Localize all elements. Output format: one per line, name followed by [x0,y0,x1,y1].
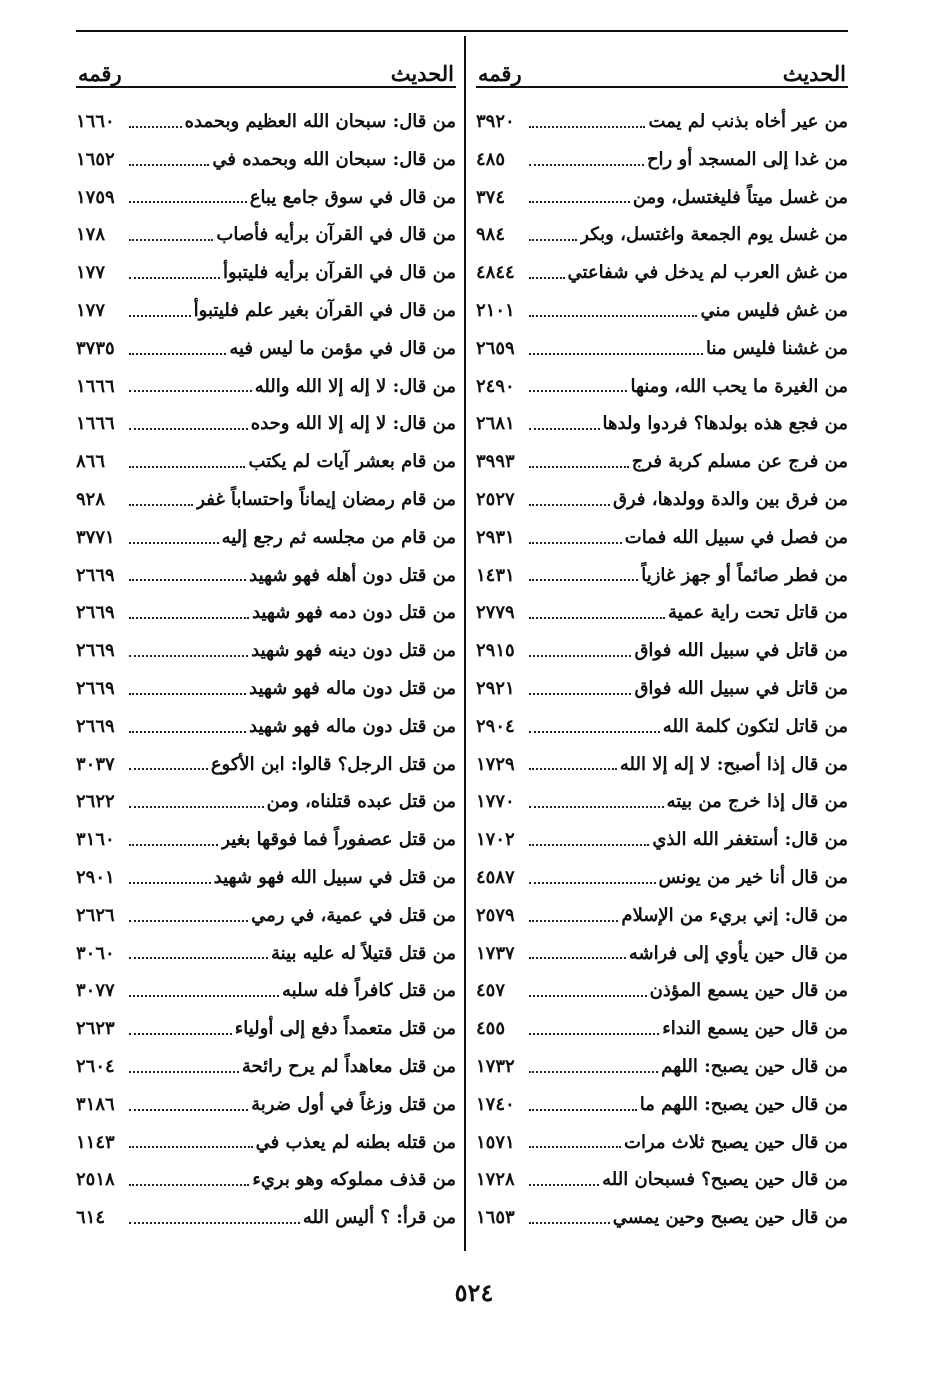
leader-dots [529,1184,599,1186]
hadith-number: ٦١٤ [76,1207,106,1229]
leader-dots [129,466,245,468]
leader-dots [529,1071,658,1073]
hadith-number: ٢٥١٨ [76,1169,115,1191]
hadith-text: من غش فليس مني [700,299,848,321]
hadith-text: من قتل قتيلاً له عليه بينة [271,942,456,964]
index-row [476,368,848,406]
index-row [476,783,848,821]
hadith-text: من قتل دون دينه فهو شهيد [251,640,456,662]
hadith-text: من قتل دون ماله فهو شهيد [249,715,456,737]
hadith-number: ١٦٥٣ [476,1207,515,1229]
hadith-text: من قال: لا إله إلا الله والله [254,375,456,397]
hadith-number: ١٦٥٢ [76,148,115,170]
index-row [476,405,848,443]
index-row [476,481,848,519]
leader-dots [529,277,565,279]
column-header [476,44,848,88]
leader-dots [529,466,629,468]
index-row [76,557,456,595]
header-number-label: رقمه [478,61,522,86]
hadith-number: ٢٥٧٩ [476,904,515,926]
leader-dots [529,579,638,581]
leader-dots [529,353,703,355]
hadith-text: من قال في مؤمن ما ليس فيه [229,337,456,359]
hadith-text: من قال حين يسمع النداء [662,1018,848,1040]
index-row [76,443,456,481]
right-column [476,44,848,1249]
hadith-text: من قتل معاهداً لم يرح رائحة [241,1055,456,1077]
left-column [76,44,456,1249]
leader-dots [129,731,246,733]
leader-dots [529,995,647,997]
index-row [76,405,456,443]
index-row [476,179,848,217]
hadith-number: ٢٦٥٩ [476,337,515,359]
hadith-number: ١٦٦٦ [76,413,115,435]
hadith-number: ٣١٦٠ [76,829,115,851]
header-hadith-label: الحديث [390,61,454,86]
hadith-number: ٣٠٦٠ [76,942,115,964]
index-row [476,708,848,746]
hadith-text: من قتل في سبيل الله فهو شهيد [213,866,456,888]
leader-dots [129,768,208,770]
leader-dots [129,201,247,203]
index-row [476,141,848,179]
hadith-text: من فطر صائماً أو جهز غازياً [641,564,848,586]
index-row [476,897,848,935]
hadith-text: من غسل ميتاً فليغتسل، ومن [632,186,848,208]
leader-dots [529,428,600,430]
leader-dots [129,655,248,657]
hadith-number: ١٧٣٧ [476,942,515,964]
index-row [476,594,848,632]
hadith-number: ٣٠٣٧ [76,753,115,775]
index-row [476,972,848,1010]
left-rows [76,103,456,1237]
leader-dots [529,768,617,770]
index-row [476,292,848,330]
index-row [476,1086,848,1124]
hadith-text: من قال في القرآن برأيه فليتبوأ [223,262,456,284]
hadith-number: ٤٨٥ [476,148,506,170]
hadith-text: من قاتل في سبيل الله فواق [634,677,848,699]
leader-dots [529,315,697,317]
hadith-number: ١٧٢٩ [476,753,515,775]
index-row [476,1124,848,1162]
hadith-text: من قال حين يأوي إلى فراشه [628,942,848,964]
leader-dots [129,353,226,355]
hadith-text: من قتل عبده قتلناه، ومن [266,791,456,813]
leader-dots [129,844,218,846]
column-header [76,44,456,88]
page-number: ٥٢٤ [454,1278,494,1307]
leader-dots [129,277,220,279]
index-row [76,1086,456,1124]
hadith-text: من غسل يوم الجمعة واغتسل، وبكر [580,224,848,246]
index-row [476,330,848,368]
hadith-text: من قال أنا خير من يونس [658,866,848,888]
hadith-text: من قتله بطنه لم يعذب في [255,1131,456,1153]
leader-dots [129,315,191,317]
hadith-number: ٢٦٦٩ [76,715,115,737]
index-row [76,670,456,708]
leader-dots [129,126,182,128]
hadith-text: من فرق بين والدة وولدها، فرق [613,488,848,510]
leader-dots [529,239,577,241]
top-rule [76,30,848,32]
hadith-text: من قتل متعمداً دفع إلى أولياء [234,1018,456,1040]
hadith-number: ١٧٢٨ [476,1169,515,1191]
index-row [76,179,456,217]
leader-dots [529,1109,637,1111]
hadith-number: ٢٥٢٧ [476,488,515,510]
index-row [76,1199,456,1237]
index-row [76,632,456,670]
leader-dots [529,201,630,203]
hadith-number: ٢٦٦٩ [76,640,115,662]
hadith-number: ١٧٧٠ [476,791,515,813]
hadith-text: من قال حين يسمع المؤذن [649,980,848,1002]
index-row [76,897,456,935]
hadith-text: من قتل دون دمه فهو شهيد [251,602,456,624]
hadith-text: من قال: أستغفر الله الذي [652,829,848,851]
leader-dots [529,542,622,544]
hadith-number: ١٧٣٢ [476,1055,515,1077]
leader-dots [129,164,209,166]
hadith-number: ٤٨٤٤ [476,262,515,284]
leader-dots [529,882,656,884]
hadith-text: من قتل دون أهله فهو شهيد [249,564,456,586]
hadith-text: من عير أخاه بذنب لم يمت [648,111,848,132]
column-divider [464,36,466,1251]
hadith-number: ١٥٧١ [476,1131,515,1153]
index-row [476,935,848,973]
hadith-text: من غشنا فليس منا [705,337,848,359]
header-number-label: رقمه [78,61,122,86]
index-row [476,254,848,292]
right-rows [476,103,848,1237]
hadith-text: من قال في القرآن برأيه فأصاب [216,224,456,246]
hadith-text: من قرأ: ؟ أليس الله [302,1207,456,1229]
hadith-number: ٢١٠١ [476,299,515,321]
hadith-text: من قام من مجلسه ثم رجع إليه [221,526,456,548]
hadith-number: ٢٩٠١ [76,866,115,888]
leader-dots [129,579,246,581]
leader-dots [129,693,246,695]
hadith-number: ٢٩٢١ [476,677,515,699]
hadith-number: ٤٥٧ [476,980,506,1002]
index-row [476,1048,848,1086]
index-row [76,859,456,897]
index-row [476,821,848,859]
leader-dots [529,844,649,846]
hadith-text: من قام رمضان إيماناً واحتساباً غفر [196,488,456,510]
hadith-text: من قاتل تحت راية عمية [667,602,848,624]
hadith-number: ٤٥٨٧ [476,866,515,888]
hadith-text: من قال في القرآن بغير علم فليتبوأ [193,299,456,321]
leader-dots [129,239,213,241]
leader-dots [129,1109,248,1111]
leader-dots [129,390,252,392]
index-row [76,1124,456,1162]
leader-dots [529,164,644,166]
index-row [76,821,456,859]
hadith-number: ٢٤٩٠ [476,375,515,397]
leader-dots [529,731,660,733]
hadith-number: ٢٦٢٢ [76,791,115,813]
hadith-text: من قتل عصفوراً فما فوقها بغير [221,829,456,851]
hadith-number: ٢٦٦٩ [76,564,115,586]
leader-dots [129,1033,232,1035]
hadith-text: من قال حين يصبح: اللهم ما [639,1093,848,1115]
hadith-text: من قال إذا أصبح: لا إله إلا الله [619,753,848,775]
index-row [476,443,848,481]
hadith-text: من قال: سبحان الله العظيم وبحمده [184,111,456,132]
index-row [76,708,456,746]
leader-dots [529,1146,621,1148]
leader-dots [529,617,665,619]
hadith-number: ٢٩٣١ [476,526,515,548]
hadith-number: ٢٦٦٩ [76,602,115,624]
leader-dots [129,1222,300,1224]
hadith-number: ٣٠٧٧ [76,980,115,1002]
hadith-text: من فرج عن مسلم كربة فرج [631,451,848,473]
hadith-text: من قال حين يصبح؟ فسبحان الله [602,1169,848,1191]
hadith-number: ١٧٨ [76,224,106,246]
index-row [476,1161,848,1199]
hadith-text: من قاتل لتكون كلمة الله [662,715,848,737]
hadith-text: من قام بعشر آيات لم يكتب [248,451,456,473]
hadith-number: ٤٥٥ [476,1018,506,1040]
hadith-number: ٢٦٨١ [476,413,515,435]
index-row [76,1161,456,1199]
hadith-number: ٣٧٤ [476,186,506,208]
hadith-number: ٢٧٧٩ [476,602,515,624]
leader-dots [129,957,268,959]
hadith-text: من قال إذا خرج من بيته [666,791,848,813]
index-row [476,670,848,708]
hadith-number: ٢٦٢٦ [76,904,115,926]
index-row [76,1048,456,1086]
hadith-number: ١٦٦٠ [76,111,115,132]
hadith-number: ٣٧٧١ [76,526,115,548]
hadith-number: ١٤٣١ [476,564,515,586]
index-row [76,1010,456,1048]
header-hadith-label: الحديث [782,61,846,86]
index-row [76,368,456,406]
hadith-text: من قال حين يصبح: اللهم [661,1055,848,1077]
hadith-number: ١٧٧ [76,299,106,321]
index-row [76,746,456,784]
hadith-number: ٩٨٤ [476,224,506,246]
index-row [476,519,848,557]
hadith-number: ١٧٥٩ [76,186,115,208]
hadith-number: ٢٩٠٤ [476,715,515,737]
hadith-text: من قتل الرجل؟ قالوا: ابن الأكوع [210,753,456,775]
leader-dots [529,693,631,695]
hadith-number: ٨٦٦ [76,451,106,473]
hadith-text: من الغيرة ما يحب الله، ومنها [630,375,848,397]
index-row [76,519,456,557]
index-row [476,1199,848,1237]
hadith-text: من غدا إلى المسجد أو راح [646,148,848,170]
leader-dots [529,920,618,922]
leader-dots [129,428,248,430]
leader-dots [529,390,627,392]
leader-dots [129,995,279,997]
hadith-number: ١٧٧ [76,262,106,284]
leader-dots [129,1184,249,1186]
hadith-text: من قتل كافراً فله سلبه [281,980,456,1002]
hadith-text: من قال في سوق جامع يباع [249,186,456,208]
index-row [476,1010,848,1048]
index-row [76,254,456,292]
leader-dots [129,1146,253,1148]
hadith-number: ٣٧٣٥ [76,337,115,359]
leader-dots [129,1071,239,1073]
hadith-number: ٣٩٢٠ [476,111,515,132]
hadith-number: ٢٦٢٣ [76,1018,115,1040]
hadith-number: ٣١٨٦ [76,1093,115,1115]
leader-dots [529,806,664,808]
hadith-text: من قتل وزغاً في أول ضربة [251,1093,456,1115]
hadith-text: من فصل في سبيل الله فمات [624,526,848,548]
index-row [76,330,456,368]
index-row [76,103,456,141]
leader-dots [529,126,645,128]
index-row [76,216,456,254]
index-row [476,859,848,897]
hadith-text: من قال: سبحان الله وبحمده في [212,148,456,170]
index-row [76,594,456,632]
index-row [476,557,848,595]
index-row [476,103,848,141]
leader-dots [129,920,248,922]
leader-dots [529,1033,659,1035]
hadith-text: من فجع هذه بولدها؟ فردوا ولدها [602,413,848,435]
hadith-number: ١١٤٣ [76,1131,115,1153]
hadith-number: ١٦٦٦ [76,375,115,397]
leader-dots [129,542,219,544]
hadith-number: ٢٩١٥ [476,640,515,662]
index-row [476,216,848,254]
index-row [76,292,456,330]
hadith-number: ٢٦٠٤ [76,1055,115,1077]
leader-dots [529,957,626,959]
leader-dots [129,617,249,619]
hadith-number: ٩٢٨ [76,488,106,510]
hadith-text: من قتل في عمية، في رمي [251,904,456,926]
hadith-text: من قال: إني بريء من الإسلام [621,904,848,926]
leader-dots [129,806,264,808]
index-row [76,783,456,821]
hadith-text: من قال: لا إله إلا الله وحده [250,413,456,435]
hadith-number: ١٧٠٢ [476,829,515,851]
hadith-text: من قذف مملوكه وهو بريء [252,1169,456,1191]
index-row [76,972,456,1010]
leader-dots [529,504,610,506]
hadith-text: من قتل دون ماله فهو شهيد [249,677,456,699]
hadith-number: ٣٩٩٣ [476,451,515,473]
hadith-text: من غش العرب لم يدخل في شفاعتي [567,262,848,284]
index-row [76,481,456,519]
index-row [76,935,456,973]
leader-dots [129,882,211,884]
index-row [476,632,848,670]
index-row [476,746,848,784]
leader-dots [129,504,193,506]
leader-dots [529,1222,610,1224]
leader-dots [529,655,631,657]
hadith-number: ٢٦٦٩ [76,677,115,699]
hadith-text: من قال حين يصبح وحين يمسي [612,1207,848,1229]
hadith-number: ١٧٤٠ [476,1093,515,1115]
hadith-text: من قال حين يصبح ثلاث مرات [624,1131,848,1153]
hadith-text: من قاتل في سبيل الله فواق [634,640,848,662]
index-row [76,141,456,179]
